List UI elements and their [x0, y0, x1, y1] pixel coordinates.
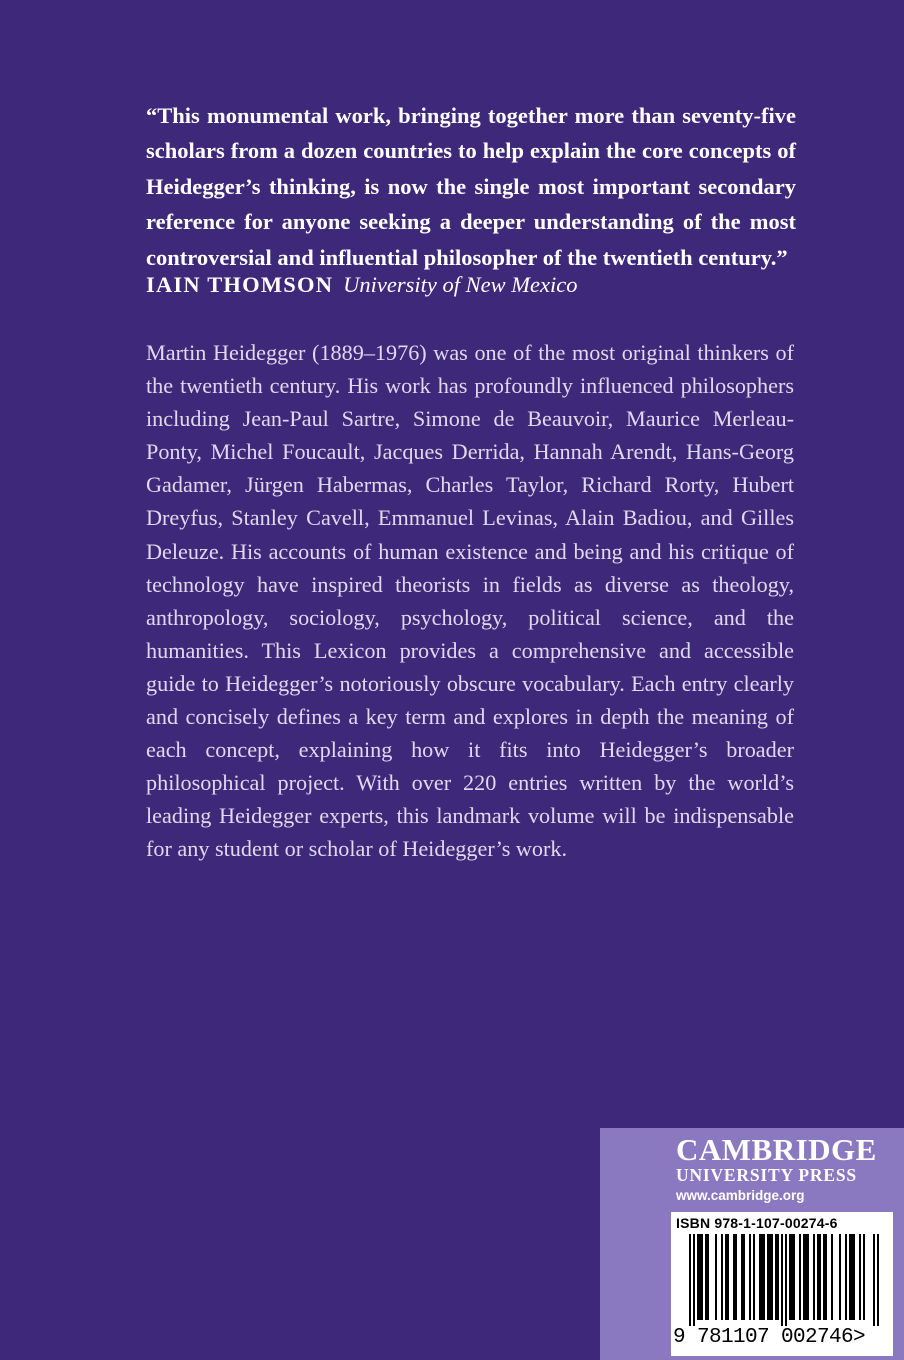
barcode-bar [689, 1234, 691, 1326]
barcode-bar [727, 1234, 729, 1320]
barcode-bar [813, 1234, 815, 1320]
publisher-url: www.cambridge.org [676, 1188, 805, 1203]
barcode-bar [735, 1234, 737, 1320]
barcode-bar [707, 1234, 709, 1320]
barcode-bar [859, 1234, 861, 1320]
barcode-bar [877, 1234, 879, 1326]
barcode-bar [793, 1234, 795, 1320]
barcode-bar [753, 1234, 755, 1320]
barcode-bar [767, 1234, 769, 1320]
barcode-icon [675, 1234, 889, 1326]
barcode-bar [873, 1234, 875, 1326]
barcode-bar [851, 1234, 853, 1320]
barcode-bar [693, 1234, 695, 1326]
barcode-bar [785, 1234, 787, 1326]
barcode-bar [763, 1234, 765, 1320]
barcode-bar [789, 1234, 791, 1320]
barcode-bar [831, 1234, 833, 1320]
endorser-name: IAIN THOMSON [146, 272, 334, 297]
barcode-bar [825, 1234, 827, 1320]
endorsement-quote: “This monumental work, bringing together more than seventy-five scholars from a dozen countries to help explain the core concepts of Heidegger’s thinking, is now the single most important secondary reference for anyone seeking a deeper understanding of the most controversial and influential philosopher of the twentieth century.” [146, 103, 796, 270]
publisher-name: CAMBRIDGE [676, 1132, 877, 1167]
barcode-bar [775, 1234, 777, 1320]
barcode-bar [741, 1234, 743, 1320]
barcode-bar [817, 1234, 819, 1320]
barcode-bar [725, 1234, 727, 1320]
barcode-bar [819, 1234, 821, 1320]
barcode-bar [863, 1234, 865, 1320]
barcode-bar [749, 1234, 751, 1320]
barcode-bar [849, 1234, 851, 1320]
barcode-bar [803, 1234, 805, 1320]
barcode-bar [721, 1234, 723, 1320]
barcode-bar [853, 1234, 855, 1320]
barcode-bar [769, 1234, 771, 1320]
barcode-bar [823, 1234, 825, 1320]
publisher-panel [600, 1128, 904, 1360]
isbn-label: ISBN 978-1-107-00274-6 [676, 1215, 838, 1231]
endorsement-attribution [146, 268, 577, 302]
barcode-bar [759, 1234, 761, 1320]
barcode-end-mark: > [853, 1326, 866, 1349]
publisher-subtitle: UNIVERSITY PRESS [676, 1165, 857, 1185]
barcode-bar [771, 1234, 773, 1320]
barcode-bar [743, 1234, 745, 1320]
barcode-digits [673, 1326, 865, 1350]
barcode-bar [777, 1234, 779, 1320]
barcode-bar [715, 1234, 717, 1320]
barcode-bar [699, 1234, 701, 1320]
barcode-bar [733, 1234, 735, 1320]
barcode-panel [671, 1212, 893, 1356]
barcode-bar [799, 1234, 801, 1320]
barcode-bar [701, 1234, 703, 1320]
barcode-number: 9 781107 002746 [673, 1326, 854, 1349]
barcode-bar [705, 1234, 707, 1320]
endorser-affiliation: University of New Mexico [343, 272, 578, 297]
barcode-bar [761, 1234, 763, 1320]
barcode-bar [807, 1234, 809, 1320]
barcode-bar [845, 1234, 847, 1320]
barcode-bar [781, 1234, 783, 1326]
book-description: Martin Heidegger (1889–1976) was one of the most original thinkers of the twentieth century. His work has profoundly influenced philosophers including Jean-Paul Sartre, Simone de Beauvoir, Maurice Merleau-Ponty, Michel Foucault, Jacques Derrida, Hannah Arendt, Hans-Georg Gadamer, Jürgen Habermas, Charles Taylor, Richard Rorty, Hubert Dreyfus, Stanley Cavell, Emmanuel Levinas, Alain Badiou, and Gilles Deleuze. His accounts of human existence and being and his critique of technology have inspired theorists in fields as diverse as theology, anthropology, sociology, psychology, political science, and the humanities. This Lexicon provides a comprehensive and accessible guide to Heidegger’s notoriously obscure vocabulary. Each entry clearly and concisely defines a key term and explores in depth the meaning of each concept, explaining how it fits into Heidegger’s broader philosophical project. With over 220 entries written by the world’s leading Heidegger experts, this landmark volume will be indispensable for any student or scholar of Heidegger’s work. [146, 340, 794, 862]
barcode-bar [805, 1234, 807, 1320]
barcode-bar [791, 1234, 793, 1320]
barcode-bar [839, 1234, 841, 1320]
barcode-bar [697, 1234, 699, 1320]
